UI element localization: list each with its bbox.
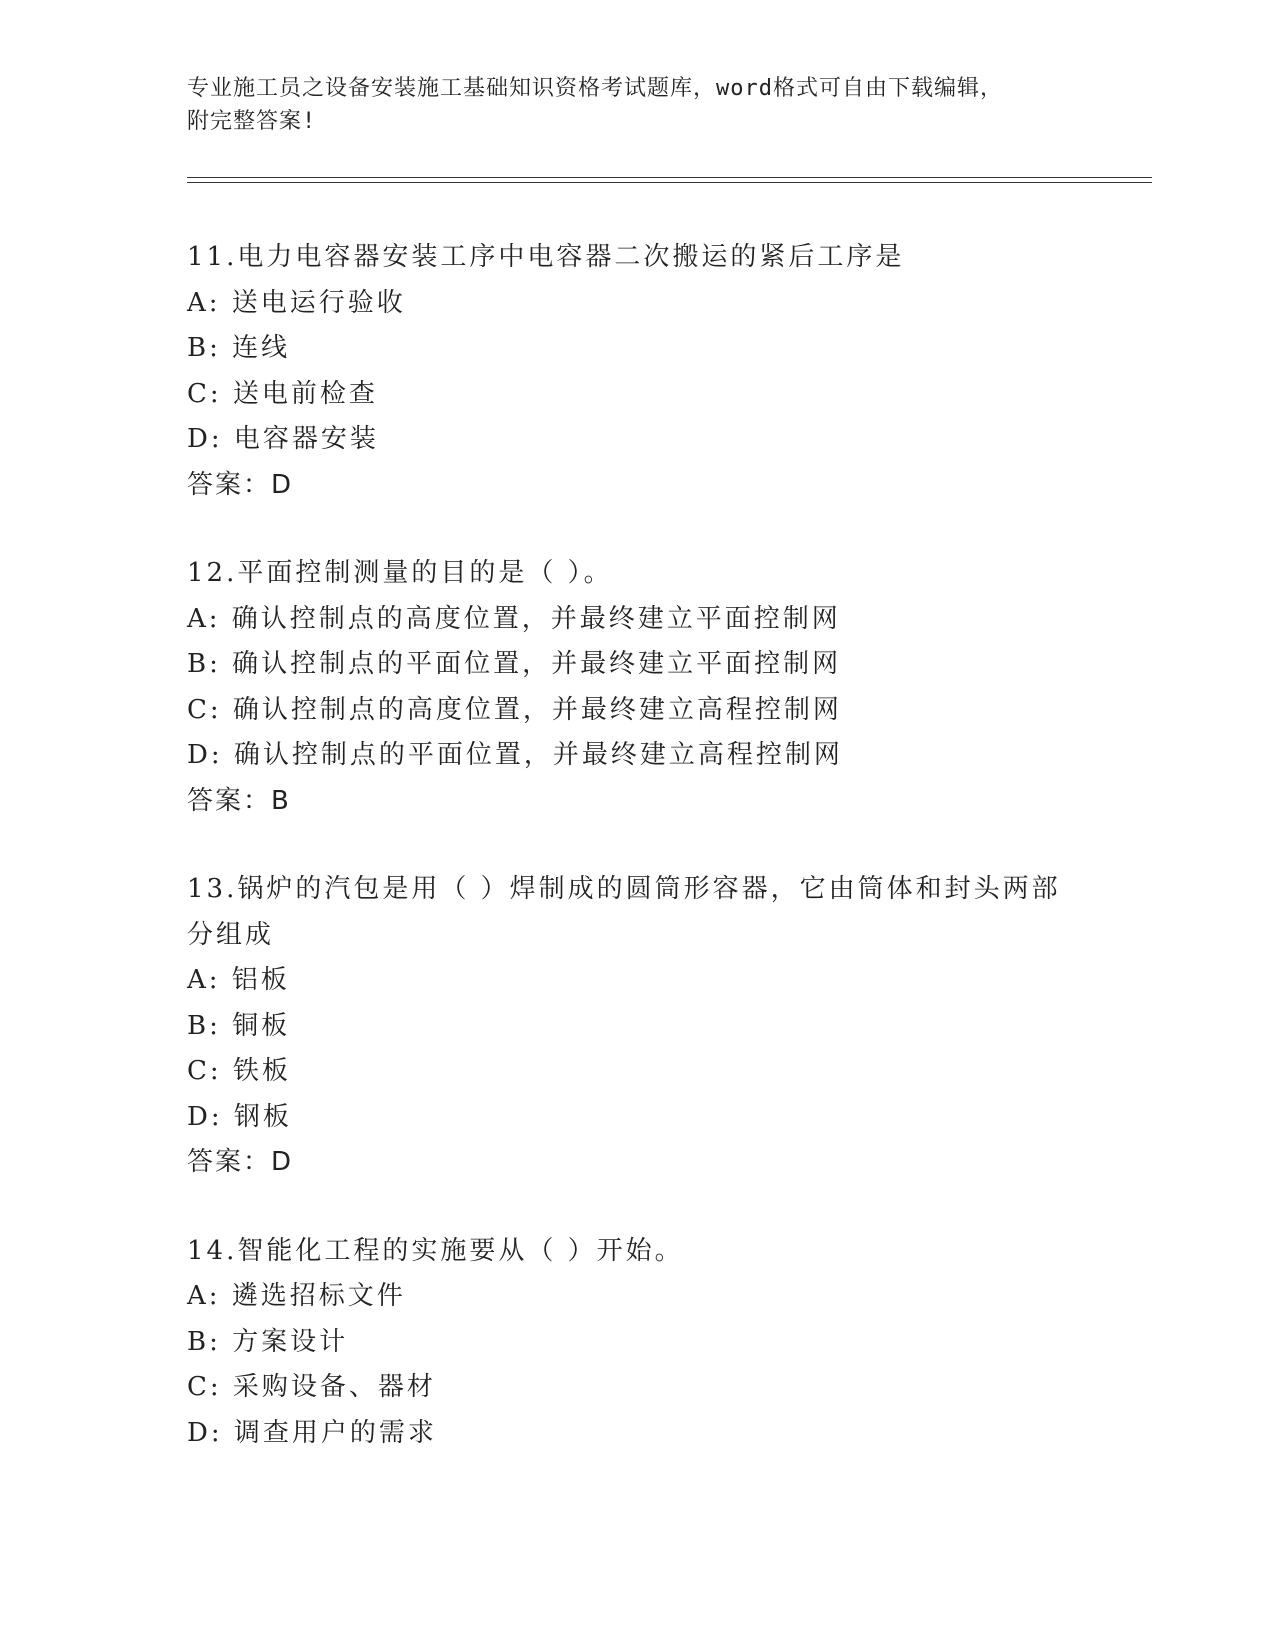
- option-d: D: 确认控制点的平面位置，并最终建立高程控制网: [187, 740, 843, 770]
- option-d: D: 调查用户的需求: [187, 1417, 437, 1448]
- question-12: [187, 551, 1087, 824]
- header-line-2: 附完整答案!: [187, 109, 317, 134]
- question-11: [187, 235, 1087, 508]
- answer-line: 答案：D: [187, 469, 294, 500]
- question-list: [187, 235, 1087, 1499]
- question-14: [187, 1229, 1087, 1457]
- document-header: [187, 72, 1067, 138]
- question-text: 11.电力电容器安装工序中电容器二次搬运的紧后工序是: [187, 242, 905, 272]
- option-a: A: 铝板: [187, 965, 290, 995]
- option-a: A: 送电运行验收: [187, 287, 406, 318]
- option-c: C: 送电前检查: [187, 378, 378, 409]
- option-c: C: 铁板: [187, 1056, 291, 1086]
- question-text: 13.锅炉的汽包是用（ ）焊制成的圆筒形容器，它由筒体和封头两部分组成: [187, 874, 1061, 950]
- option-b: B: 铜板: [187, 1010, 291, 1041]
- option-a: A: 遴选招标文件: [187, 1281, 406, 1311]
- option-c: C: 采购设备、器材: [187, 1372, 436, 1402]
- option-d: D: 电容器安装: [187, 424, 379, 454]
- option-a: A: 确认控制点的高度位置，并最终建立平面控制网: [187, 603, 841, 634]
- question-text: 14.智能化工程的实施要从（ ）开始。: [187, 1235, 684, 1266]
- question-13: [187, 867, 1087, 1186]
- header-line-1: 专业施工员之设备安装施工基础知识资格考试题库，word格式可自由下载编辑，: [187, 76, 1003, 101]
- answer-line: 答案：D: [187, 1147, 294, 1177]
- question-text: 12.平面控制测量的目的是（ ）。: [187, 558, 613, 588]
- option-b: B: 方案设计: [187, 1326, 349, 1357]
- option-c: C: 确认控制点的高度位置，并最终建立高程控制网: [187, 694, 842, 725]
- option-d: D: 钢板: [187, 1101, 292, 1132]
- answer-line: 答案：B: [187, 785, 291, 816]
- header-divider-bottom: [187, 182, 1152, 183]
- option-b: B: 连线: [187, 333, 291, 363]
- header-divider-top: [187, 177, 1152, 178]
- option-b: B: 确认控制点的平面位置，并最终建立平面控制网: [187, 649, 842, 679]
